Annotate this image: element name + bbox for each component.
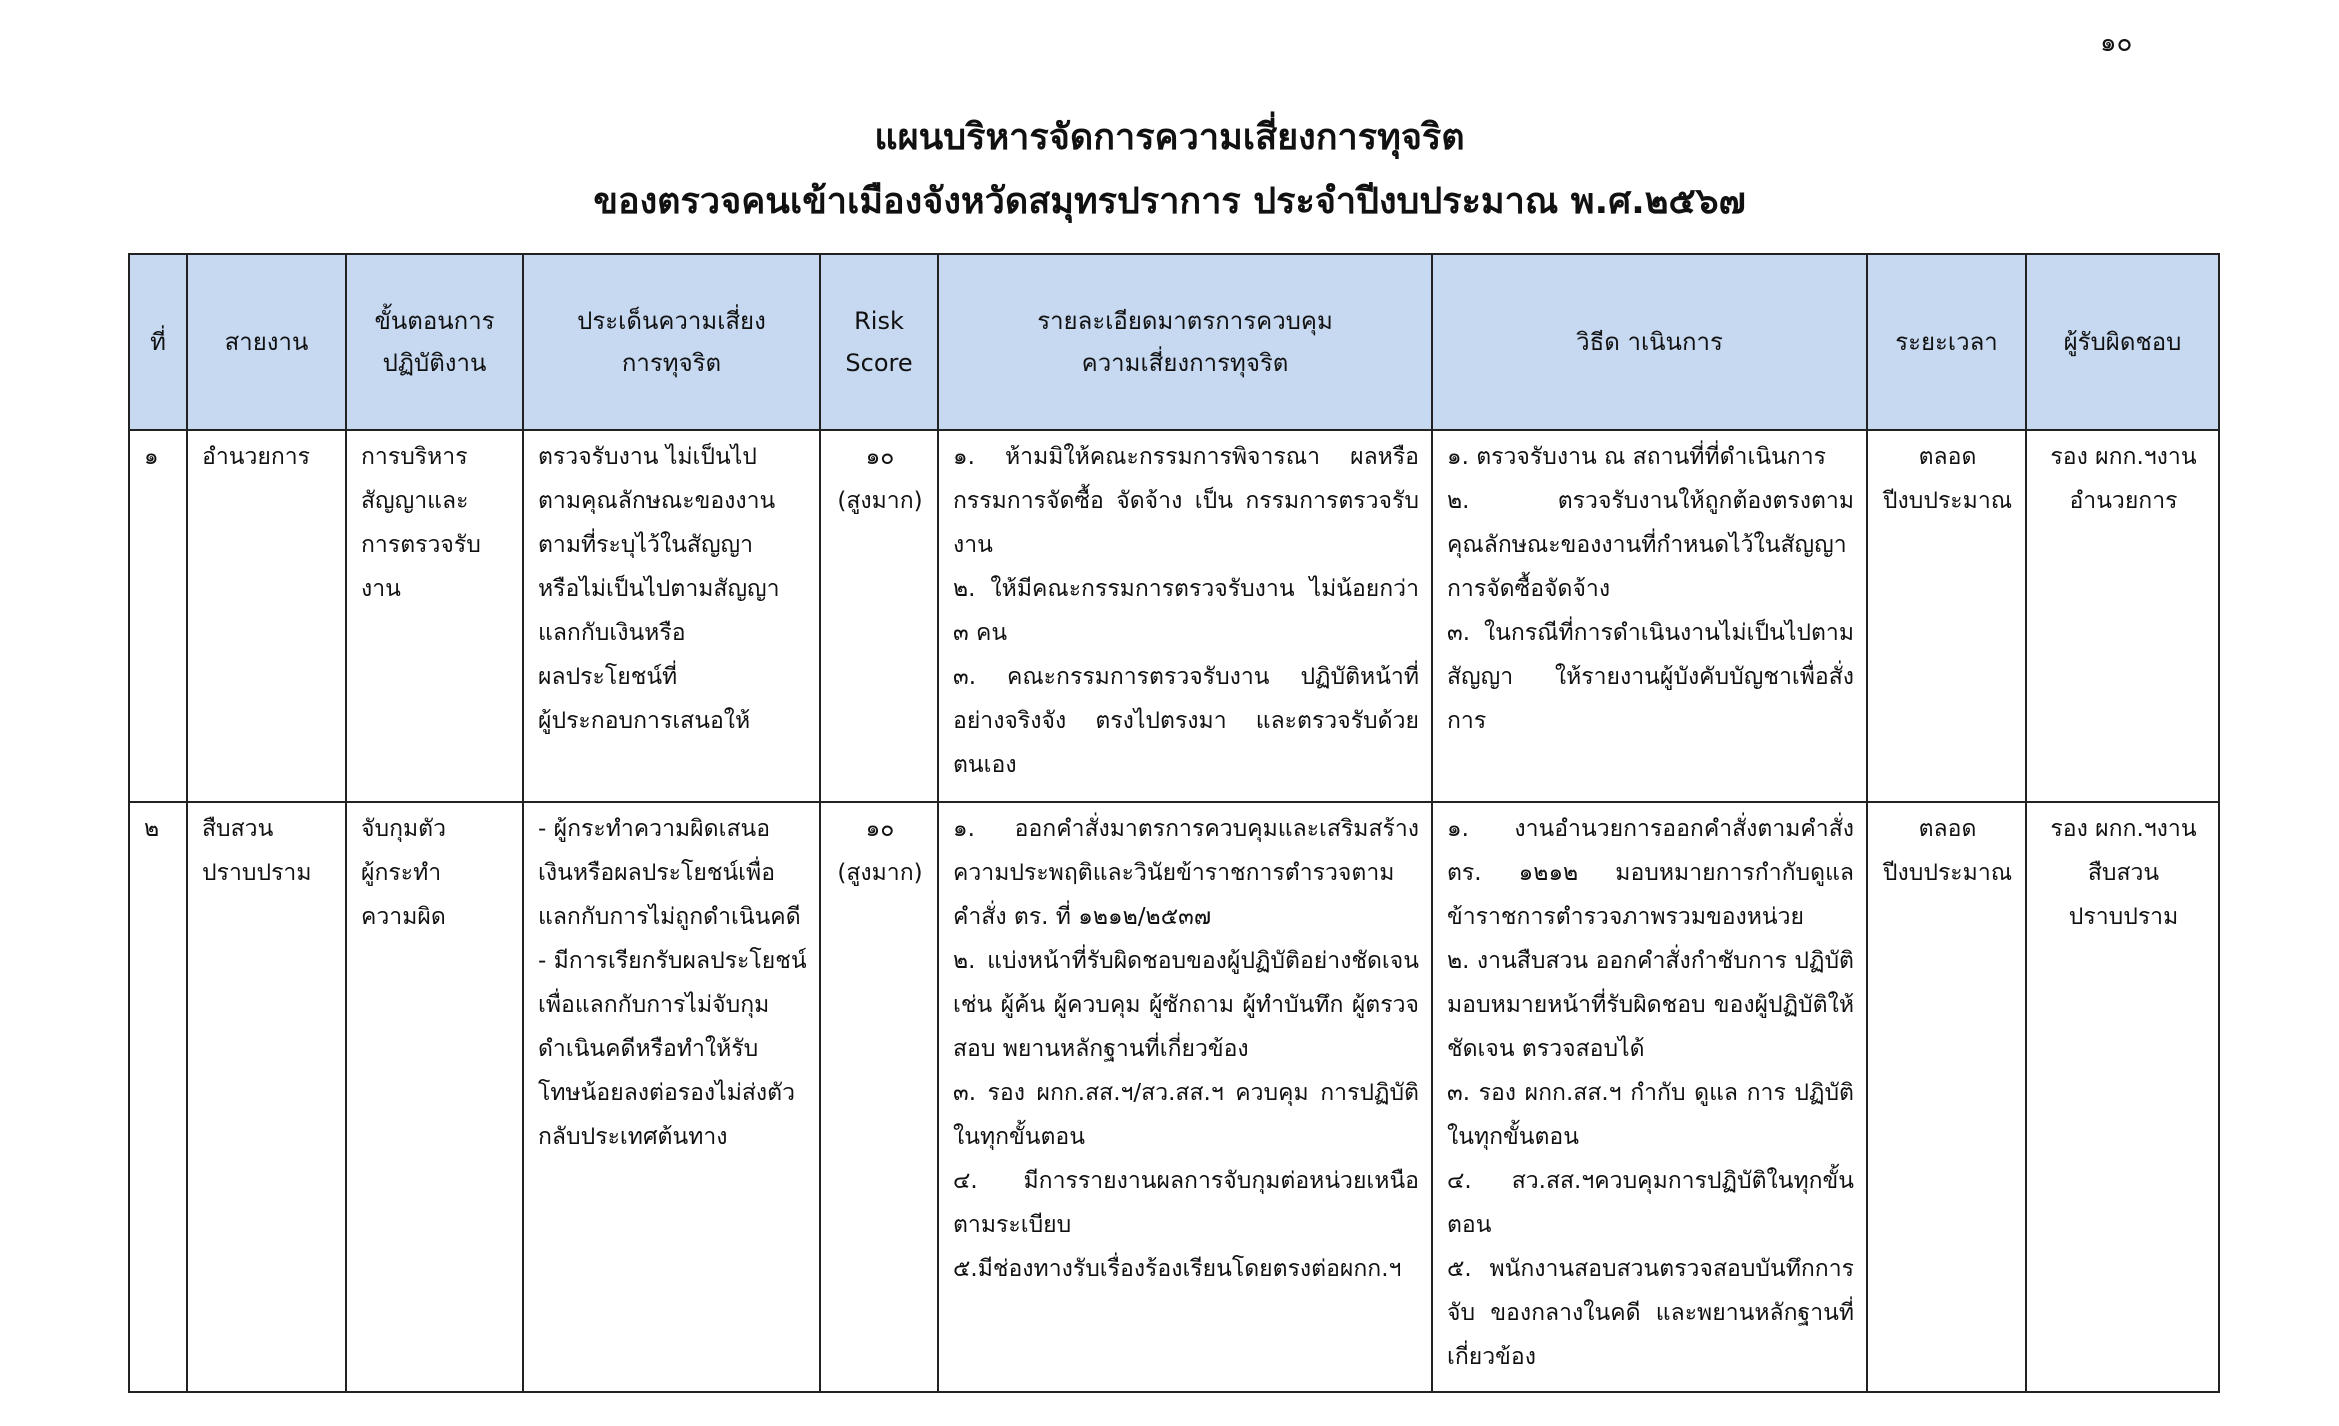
- cell-risk-score: ๑๐ (สูงมาก): [820, 802, 938, 1392]
- header-period: ระยะเวลา: [1867, 254, 2026, 430]
- document-subtitle: ของตรวจคนเข้าเมืองจังหวัดสมุทรปราการ ประจำปีงบประมาณ พ.ศ.๒๕๖๗: [593, 181, 1746, 222]
- header-method: วิธีด าเนินการ: [1432, 254, 1867, 430]
- cell-unit: สืบสวน ปราบปราม: [187, 802, 346, 1392]
- page-number: ๑๐: [2100, 28, 2133, 58]
- cell-owner: รอง ผกก.ฯงาน อำนวยการ: [2026, 430, 2219, 802]
- cell-control-measures: ๑. ห้ามมิให้คณะกรรมการพิจารณา ผลหรือกรรมการจัดซื้อ จัดจ้าง เป็น กรรมการตรวจรับงาน ๒. ให้มีคณะกรรมการตรวจรับงาน ไม่น้อยกว่า ๓ คน ๓. คณะกรรมการตรวจรับงาน ปฏิบัติหน้าที่อย่างจริงจัง ตรงไปตรงมา และตรวจรับด้วยตนเอง: [938, 430, 1432, 802]
- header-process: ขั้นตอนการ ปฏิบัติงาน: [346, 254, 523, 430]
- header-owner: ผู้รับผิดชอบ: [2026, 254, 2219, 430]
- cell-unit: อำนวยการ: [187, 430, 346, 802]
- cell-period: ตลอด ปีงบประมาณ: [1867, 430, 2026, 802]
- cell-risk-score: ๑๐ (สูงมาก): [820, 430, 938, 802]
- cell-risk-issue: - ผู้กระทำความผิดเสนอ เงินหรือผลประโยชน์เพื่อ แลกกับการไม่ถูกดำเนินคดี - มีการเรียกรับผลประโยชน์ เพื่อแลกกับการไม่จับกุม ดำเนินคดีหรือทำให้รับ โทษน้อยลงต่อรองไม่ส่งตัว กลับประเทศต้นทาง: [523, 802, 820, 1392]
- header-unit: สายงาน: [187, 254, 346, 430]
- table-header-row: [129, 254, 2219, 430]
- table-row: [129, 802, 2219, 1392]
- cell-no: ๑: [129, 430, 187, 802]
- header-risk-issue: ประเด็นความเสี่ยง การทุจริต: [523, 254, 820, 430]
- header-no: ที่: [129, 254, 187, 430]
- document-title: แผนบริหารจัดการความเสี่ยงการทุจริต: [874, 117, 1465, 158]
- risk-management-table: [128, 253, 2220, 1393]
- cell-process: จับกุมตัว ผู้กระทำ ความผิด: [346, 802, 523, 1392]
- cell-method: ๑. งานอำนวยการออกคำสั่งตามคำสั่ง ตร. ๑๒๑๒ มอบหมายการกำกับดูแลข้าราชการตำรวจภาพรวมของหน่วย ๒. งานสืบสวน ออกคำสั่งกำชับการ ปฏิบัติมอบหมายหน้าที่รับผิดชอบ ของผู้ปฏิบัติให้ชัดเจน ตรวจสอบได้ ๓. รอง ผกก.สส.ฯ กำกับ ดูแล การ ปฏิบัติในทุกขั้นตอน ๔. สว.สส.ฯควบคุมการปฏิบัติในทุกขั้นตอน ๕. พนักงานสอบสวนตรวจสอบบันทึกการจับ ของกลางในคดี และพยานหลักฐานที่เกี่ยวข้อง: [1432, 802, 1867, 1392]
- cell-no: ๒: [129, 802, 187, 1392]
- header-risk-score: Risk Score: [820, 254, 938, 430]
- header-control-measures: รายละเอียดมาตรการควบคุม ความเสี่ยงการทุจริต: [938, 254, 1432, 430]
- cell-control-measures: ๑. ออกคำสั่งมาตรการควบคุมและเสริมสร้างความประพฤติและวินัยข้าราชการตำรวจตาม คำสั่ง ตร. ที่ ๑๒๑๒/๒๕๓๗ ๒. แบ่งหน้าที่รับผิดชอบของผู้ปฏิบัติอย่างชัดเจน เช่น ผู้ค้น ผู้ควบคุม ผู้ซักถาม ผู้ทำบันทึก ผู้ตรวจสอบ พยานหลักฐานที่เกี่ยวข้อง ๓. รอง ผกก.สส.ฯ/สว.สส.ฯ ควบคุม การปฏิบัติในทุกขั้นตอน ๔. มีการรายงานผลการจับกุมต่อหน่วยเหนือตามระเบียบ ๕.มีช่องทางรับเรื่องร้องเรียนโดยตรงต่อผกก.ฯ: [938, 802, 1432, 1392]
- cell-owner: รอง ผกก.ฯงาน สืบสวน ปราบปราม: [2026, 802, 2219, 1392]
- cell-method: ๑. ตรวจรับงาน ณ สถานที่ที่ดำเนินการ ๒. ตรวจรับงานให้ถูกต้องตรงตามคุณลักษณะของงานที่กำหนดไว้ในสัญญาการจัดซื้อจัดจ้าง ๓. ในกรณีที่การดำเนินงานไม่เป็นไปตามสัญญา ให้รายงานผู้บังคับบัญชาเพื่อสั่งการ: [1432, 430, 1867, 802]
- cell-process: การบริหาร สัญญาและ การตรวจรับ งาน: [346, 430, 523, 802]
- cell-risk-issue: ตรวจรับงาน ไม่เป็นไป ตามคุณลักษณะของงาน ตามที่ระบุไว้ในสัญญา หรือไม่เป็นไปตามสัญญา แลกกับเงินหรือ ผลประโยชน์ที่ ผู้ประกอบการเสนอให้: [523, 430, 820, 802]
- cell-period: ตลอด ปีงบประมาณ: [1867, 802, 2026, 1392]
- table-row: [129, 430, 2219, 802]
